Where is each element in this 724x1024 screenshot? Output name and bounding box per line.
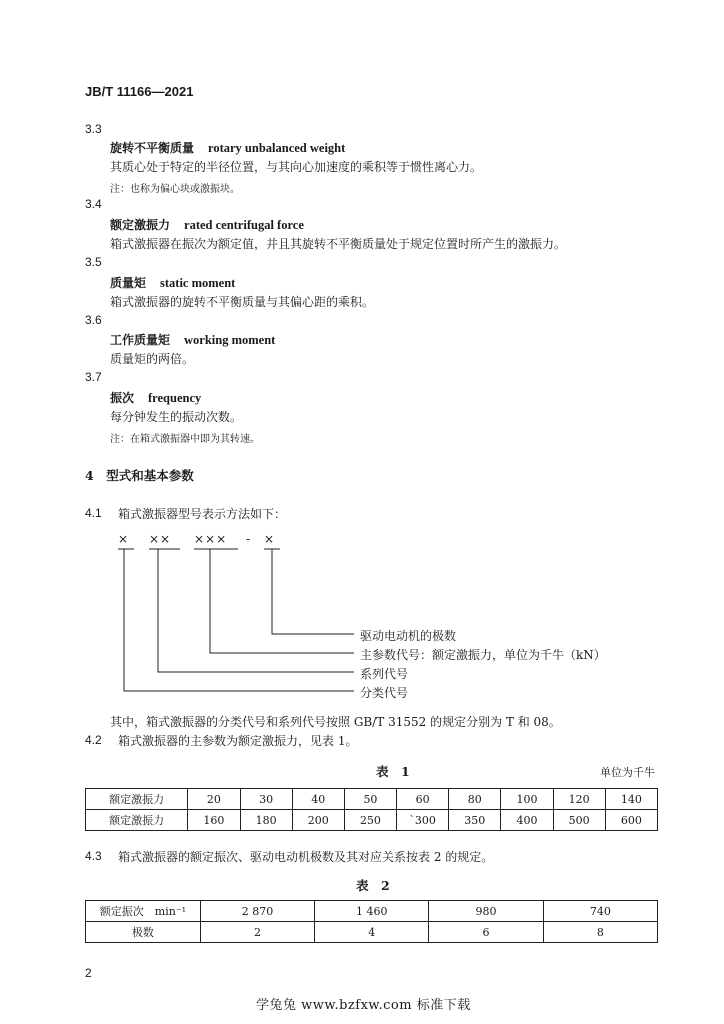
term-en: static moment (160, 276, 236, 290)
table-cell: 1 460 (315, 901, 429, 922)
table-cell: 2 870 (200, 901, 314, 922)
table-row (86, 810, 658, 831)
table-1-title: 表 1 (376, 764, 410, 779)
clause-text: 箱式激振器的额定振次、驱动电动机极数及其对应关系按表 2 的规定。 (118, 850, 494, 864)
watermark-banner: 学兔兔 www.bzfxw.com 标准下载 (256, 998, 471, 1013)
code-group-series: ×× (149, 532, 172, 546)
term-definition: 箱式激振器的旋转不平衡质量与其偏心距的乘积。 (110, 295, 375, 309)
row-label: 额定激振力 (86, 789, 188, 810)
clause-number: 3.3 (85, 122, 102, 136)
term-en: frequency (148, 391, 202, 405)
table-1 (85, 788, 658, 831)
table-cell: 200 (292, 810, 344, 831)
table-cell: 50 (344, 789, 396, 810)
term-en: rotary unbalanced weight (208, 141, 346, 155)
table-cell: 160 (188, 810, 240, 831)
table-cell: 6 (429, 922, 543, 943)
table-cell: 60 (397, 789, 449, 810)
term-zh: 工作质量矩 (110, 333, 171, 347)
table-cell: 980 (429, 901, 543, 922)
term-zh: 旋转不平衡质量 (110, 141, 195, 155)
table-cell: 100 (501, 789, 553, 810)
clause-number: 3.5 (85, 255, 102, 269)
table-cell: 500 (553, 810, 605, 831)
diagram-label-classification: 分类代号 (360, 686, 409, 700)
term-en: rated centrifugal force (184, 218, 304, 232)
clause-number: 4.1 (85, 506, 102, 520)
diagram-label-series: 系列代号 (360, 667, 409, 681)
table-cell: 20 (188, 789, 240, 810)
page-number: 2 (85, 966, 92, 980)
document-code: JB/T 11166—2021 (85, 84, 194, 99)
row-label: 极数 (86, 922, 201, 943)
table-2-title: 表 2 (356, 878, 390, 893)
code-group-main-parameter: ××× (194, 532, 228, 546)
clause-number: 3.7 (85, 370, 102, 384)
term-definition: 质量矩的两倍。 (110, 352, 195, 366)
table-cell: 8 (543, 922, 657, 943)
term-en: working moment (184, 333, 276, 347)
table-cell: 80 (449, 789, 501, 810)
table-cell: 30 (240, 789, 292, 810)
term-zh: 振次 (110, 391, 135, 405)
diagram-label-main-parameter: 主参数代号：额定激振力，单位为千牛（kN） (360, 648, 606, 662)
table-cell: 600 (605, 810, 657, 831)
row-label: 额定振次 min⁻¹ (86, 901, 201, 922)
clause-text: 箱式激振器的主参数为额定激振力，见表 1。 (118, 734, 358, 748)
term-note: 注：也称为偏心块或激振块。 (110, 184, 240, 195)
table-2 (85, 900, 658, 943)
code-group-poles: × (264, 532, 275, 546)
term-definition: 其质心处于特定的半径位置，与其向心加速度的乘积等于惯性离心力。 (110, 160, 483, 174)
section-title: 4 型式和基本参数 (85, 468, 194, 483)
table-cell: 2 (200, 922, 314, 943)
clause-number: 4.2 (85, 733, 102, 747)
table-row (86, 922, 658, 943)
code-group-classification: × (118, 532, 129, 546)
row-label: 额定激振力 (86, 810, 188, 831)
code-dash: - (246, 532, 251, 546)
table-cell: 140 (605, 789, 657, 810)
table-cell: 250 (344, 810, 396, 831)
term-definition: 每分钟发生的振动次数。 (110, 410, 243, 424)
clause-text: 箱式激振器型号表示方法如下： (118, 507, 287, 521)
table-cell: `300 (397, 810, 449, 831)
table-cell: 180 (240, 810, 292, 831)
table-row (86, 789, 658, 810)
table-cell: 350 (449, 810, 501, 831)
clause-number: 4.3 (85, 849, 102, 863)
table-cell: 400 (501, 810, 553, 831)
term-zh: 额定激振力 (110, 218, 171, 232)
table-row (86, 901, 658, 922)
table-cell: 740 (543, 901, 657, 922)
term-zh: 质量矩 (110, 276, 147, 290)
clause-text: 其中，箱式激振器的分类代号和系列代号按照 GB/T 31552 的规定分别为 T 和 08。 (110, 715, 561, 729)
term-definition: 箱式激振器在振次为额定值，并且其旋转不平衡质量处于规定位置时所产生的激振力。 (110, 237, 567, 251)
table-cell: 4 (315, 922, 429, 943)
table-cell: 40 (292, 789, 344, 810)
table-cell: 120 (553, 789, 605, 810)
diagram-label-poles: 驱动电动机的极数 (360, 629, 457, 643)
clause-number: 3.4 (85, 197, 102, 211)
table-1-unit: 单位为千牛 (600, 766, 655, 779)
term-note: 注：在箱式激振器中即为其转速。 (110, 434, 260, 445)
clause-number: 3.6 (85, 313, 102, 327)
